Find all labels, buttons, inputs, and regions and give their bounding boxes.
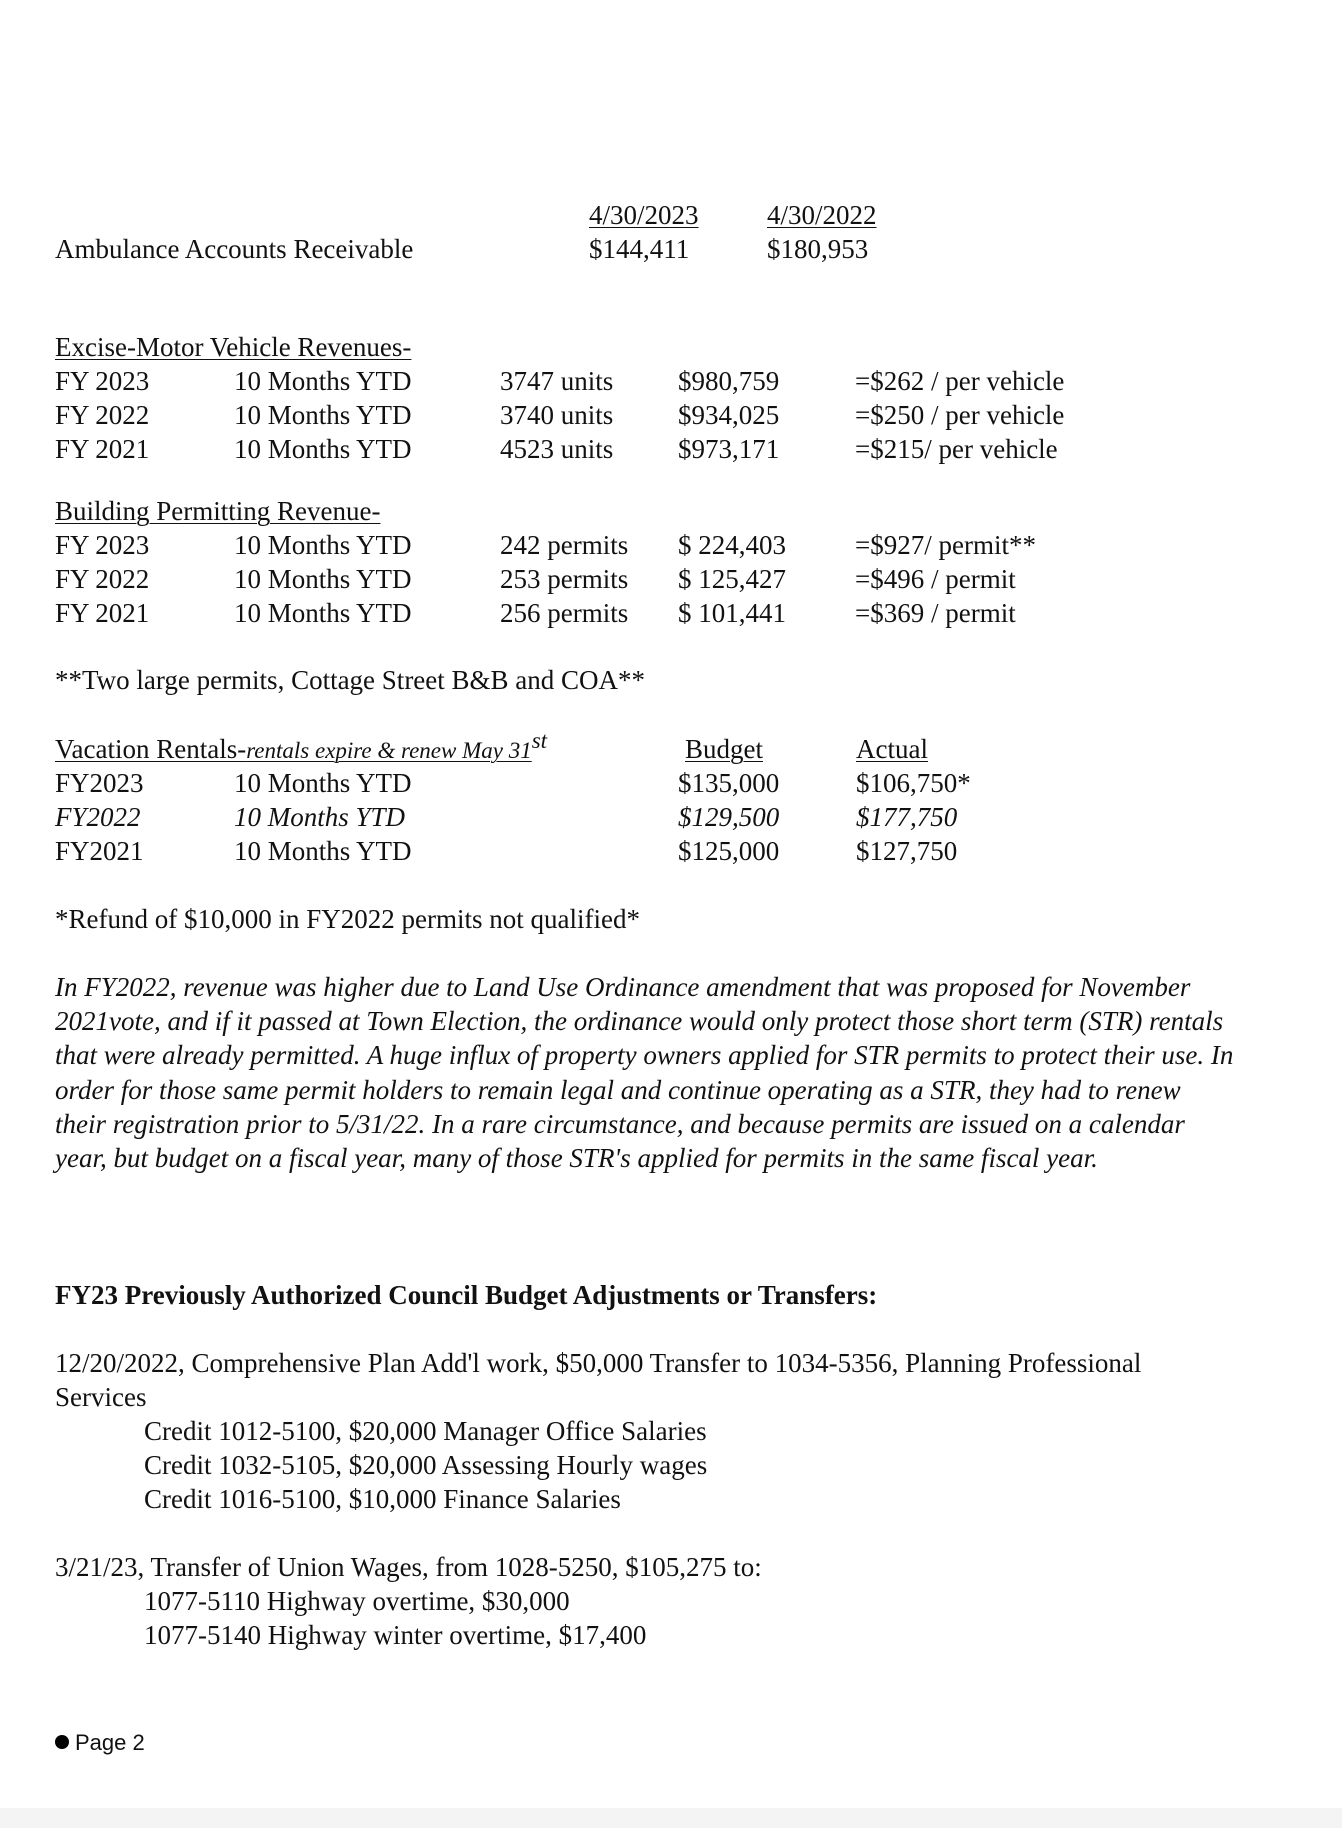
excise-row-units: 4523 units — [500, 434, 614, 464]
adjustment-credit-line: Credit 1032-5105, $20,000 Assessing Hourly wages — [144, 1450, 708, 1480]
vacation-col-budget: Budget — [685, 734, 763, 764]
page-bottom-edge — [0, 1808, 1342, 1828]
building-row-amount: $ 224,403 — [678, 530, 786, 560]
building-row-rate: =$927/ permit** — [855, 530, 1036, 560]
vacation-row-fy: FY2023 — [55, 768, 144, 798]
excise-row-amount: $973,171 — [678, 434, 780, 464]
vacation-row-fy: FY2021 — [55, 836, 144, 866]
building-row-period: 10 Months YTD — [234, 564, 412, 594]
excise-row-rate: =$250 / per vehicle — [855, 400, 1065, 430]
page-number: Page 2 — [75, 1730, 145, 1755]
vacation-col-actual: Actual — [856, 734, 928, 764]
adjustment-credit-line: Credit 1012-5100, $20,000 Manager Office Salaries — [144, 1416, 707, 1446]
vacation-row-period: 10 Months YTD — [234, 802, 406, 832]
adjustments-heading: FY23 Previously Authorized Council Budget Adjustments or Transfers: — [55, 1280, 878, 1310]
excise-row-period: 10 Months YTD — [234, 434, 412, 464]
vacation-heading: Vacation Rentals- — [55, 734, 247, 764]
excise-row-period: 10 Months YTD — [234, 400, 412, 430]
excise-row-amount: $980,759 — [678, 366, 780, 396]
excise-row-units: 3747 units — [500, 366, 614, 396]
vacation-row-actual: $127,750 — [856, 836, 958, 866]
ambulance-value-2: $180,953 — [767, 234, 869, 264]
adjustment-item-2-line-1: 3/21/23, Transfer of Union Wages, from 1028-5250, $105,275 to: — [55, 1552, 762, 1582]
vacation-row-period: 10 Months YTD — [234, 768, 412, 798]
vacation-subheading: rentals expire & renew May 31 — [246, 738, 532, 763]
building-row-period: 10 Months YTD — [234, 530, 412, 560]
building-heading: Building Permitting Revenue- — [55, 496, 381, 526]
excise-row-fy: FY 2023 — [55, 366, 150, 396]
building-note: **Two large permits, Cottage Street B&B and COA** — [55, 665, 646, 695]
vacation-row-fy: FY2022 — [55, 802, 141, 832]
vacation-subheading-sup: st — [531, 728, 548, 753]
building-row-rate: =$369 / permit — [855, 598, 1016, 628]
excise-row-rate: =$262 / per vehicle — [855, 366, 1065, 396]
ambulance-date-1: 4/30/2023 — [589, 200, 699, 230]
excise-row-units: 3740 units — [500, 400, 614, 430]
excise-row-rate: =$215/ per vehicle — [855, 434, 1058, 464]
building-row-amount: $ 125,427 — [678, 564, 786, 594]
building-row-fy: FY 2023 — [55, 530, 150, 560]
adjustment-item-1-line-1: 12/20/2022, Comprehensive Plan Add'l work, $50,000 Transfer to 1034-5356, Planning Professional — [55, 1348, 1142, 1378]
building-row-fy: FY 2022 — [55, 564, 150, 594]
building-row-units: 256 permits — [500, 598, 629, 628]
ambulance-date-2: 4/30/2022 — [767, 200, 877, 230]
vacation-row-actual: $106,750* — [856, 768, 971, 798]
excise-heading: Excise-Motor Vehicle Revenues- — [55, 332, 412, 362]
vacation-row-period: 10 Months YTD — [234, 836, 412, 866]
adjustment-transfer-line: 1077-5110 Highway overtime, $30,000 — [144, 1586, 570, 1616]
ambulance-label: Ambulance Accounts Receivable — [55, 234, 414, 264]
excise-row-amount: $934,025 — [678, 400, 780, 430]
vacation-row-budget: $125,000 — [678, 836, 780, 866]
explanation-paragraph: In FY2022, revenue was higher due to Land Use Ordinance amendment that was proposed for November 2021vote, and if it passed at Town Election, the ordinance would only protect those short term (STR) rentals that were already permitted. A huge influx of property owners applied for STR permits to protect their use. In order for those same permit holders to remain legal and continue operating as a STR, they had to renew their registration prior to 5/31/22. In a rare circumstance, and because permits are issued on a calendar year, but budget on a fiscal year, many of those STR's applied for permits in the same fiscal year. — [55, 972, 1234, 1174]
ambulance-value-1: $144,411 — [589, 234, 690, 264]
vacation-row-budget: $135,000 — [678, 768, 780, 798]
vacation-heading-line — [55, 728, 548, 768]
building-row-amount: $ 101,441 — [678, 598, 786, 628]
building-row-units: 253 permits — [500, 564, 629, 594]
adjustment-credit-line: Credit 1016-5100, $10,000 Finance Salaries — [144, 1484, 621, 1514]
excise-row-period: 10 Months YTD — [234, 366, 412, 396]
vacation-row-budget: $129,500 — [678, 802, 780, 832]
building-row-rate: =$496 / permit — [855, 564, 1016, 594]
adjustment-item-1-line-2: Services — [55, 1382, 147, 1412]
bullet-icon — [55, 1735, 69, 1749]
vacation-note: *Refund of $10,000 in FY2022 permits not qualified* — [55, 904, 640, 934]
building-row-period: 10 Months YTD — [234, 598, 412, 628]
vacation-row-actual: $177,750 — [856, 802, 958, 832]
building-row-fy: FY 2021 — [55, 598, 150, 628]
page-footer — [55, 1728, 145, 1758]
building-row-units: 242 permits — [500, 530, 629, 560]
adjustment-transfer-line: 1077-5140 Highway winter overtime, $17,400 — [144, 1620, 647, 1650]
excise-row-fy: FY 2022 — [55, 400, 150, 430]
excise-row-fy: FY 2021 — [55, 434, 150, 464]
